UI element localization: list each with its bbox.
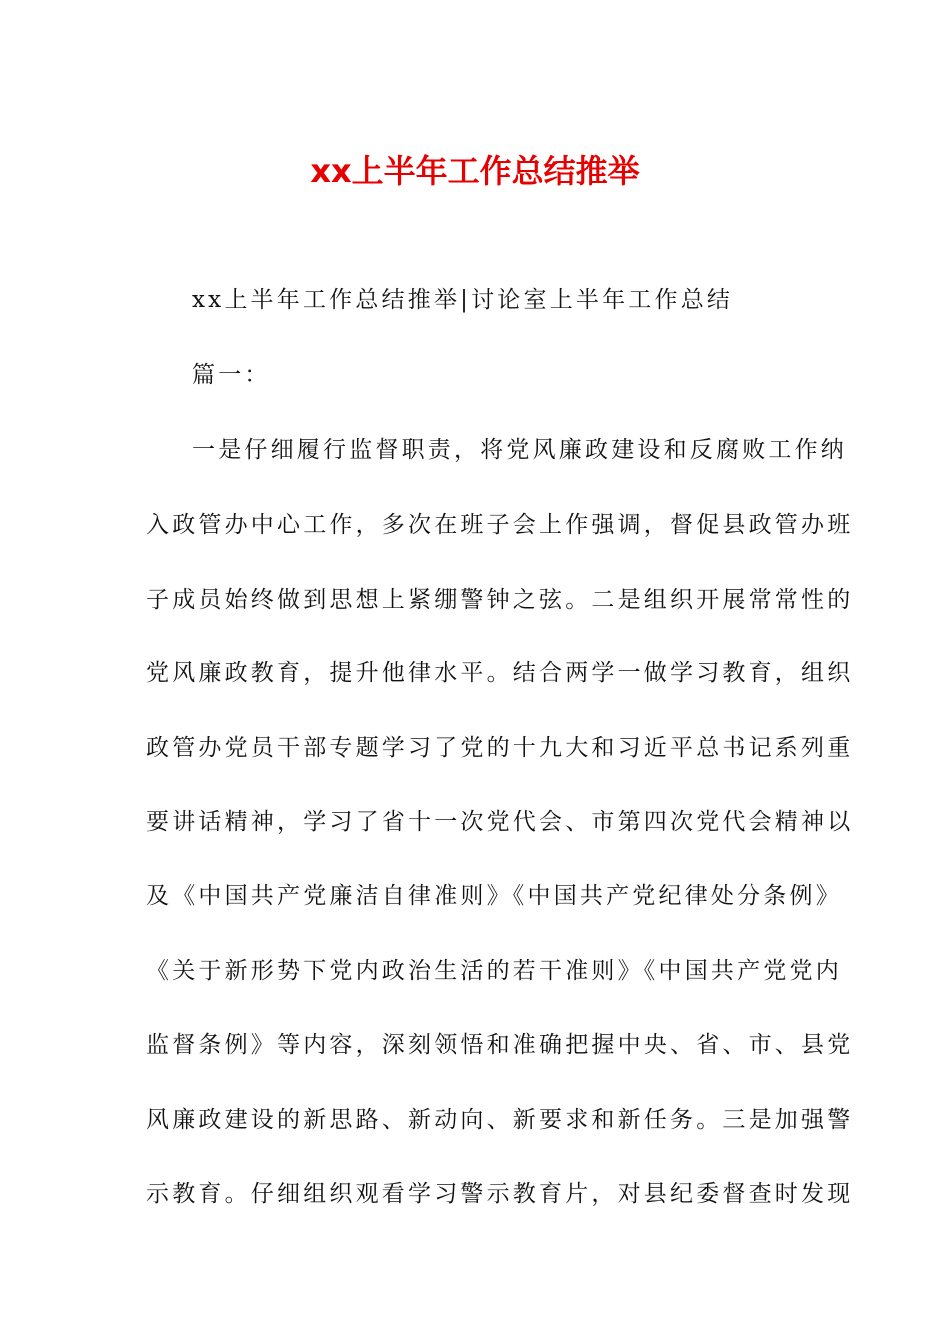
paragraph-line: 党风廉政教育，提升他律水平。结合两学一做学习教育，组织: [146, 660, 854, 686]
subtitle-line: xx上半年工作总结推举|讨论室上半年工作总结: [192, 287, 734, 313]
paragraph-line: 及《中国共产党廉洁自律准则》《中国共产党纪律处分条例》: [146, 883, 842, 909]
paragraph-line: 一是仔细履行监督职责，将党风廉政建设和反腐败工作纳: [192, 437, 847, 463]
paragraph-line: 《关于新形势下党内政治生活的若干准则》《中国共产党党内: [146, 958, 842, 984]
paragraph-line: 政管办党员干部专题学习了党的十九大和习近平总书记系列重: [146, 735, 854, 761]
paragraph-line: 子成员始终做到思想上紧绷警钟之弦。二是组织开展常常性的: [146, 587, 854, 613]
paragraph-line: 要讲话精神，学习了省十一次党代会、市第四次党代会精神以: [146, 809, 854, 835]
paragraph-line: 入政管办中心工作，多次在班子会上作强调，督促县政管办班: [146, 512, 854, 538]
document-body: [146, 0, 854, 1344]
paragraph-line: 风廉政建设的新思路、新动向、新要求和新任务。三是加强警: [146, 1107, 854, 1133]
document-title: xx上半年工作总结推举: [310, 152, 640, 190]
paragraph-line: 示教育。仔细组织观看学习警示教育片，对县纪委督查时发现: [146, 1181, 854, 1207]
section-heading: 篇一：: [192, 362, 271, 388]
paragraph-line: 监督条例》等内容，深刻领悟和准确把握中央、省、市、县党: [146, 1032, 854, 1058]
